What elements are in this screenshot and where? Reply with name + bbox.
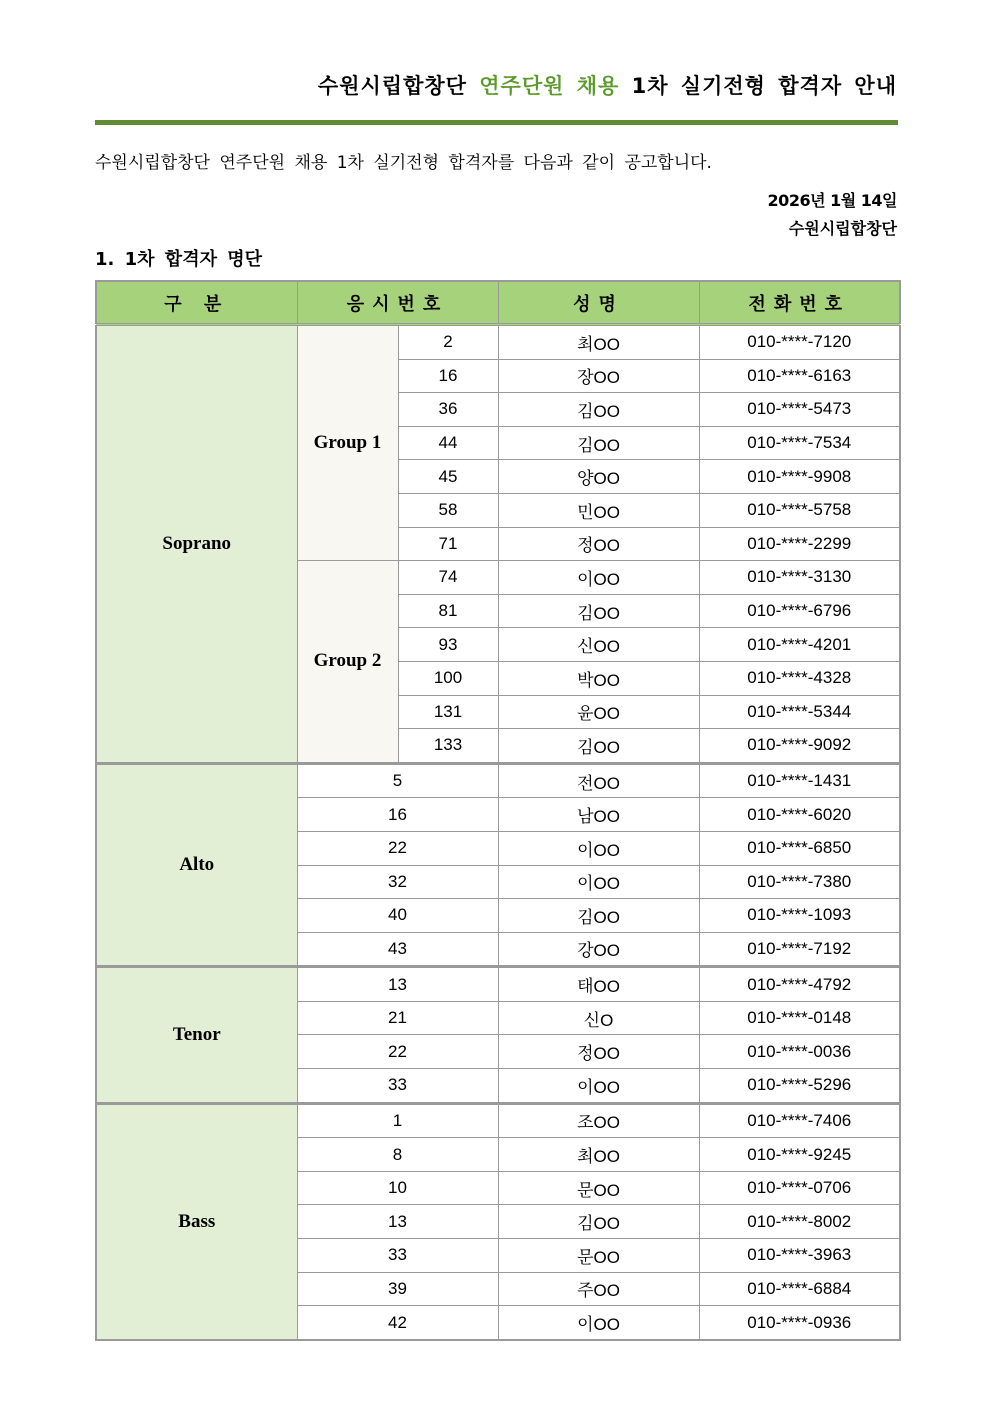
header-exam-number: 응시번호 xyxy=(297,281,498,325)
name-cell: 김OO xyxy=(498,393,699,427)
announcement-date: 2026년 1월 14일 xyxy=(767,191,897,210)
exam-number-cell: 58 xyxy=(398,493,498,527)
phone-cell: 010-****-9908 xyxy=(699,460,900,494)
exam-number-cell: 45 xyxy=(398,460,498,494)
part-bass: Bass xyxy=(96,1103,297,1340)
phone-cell: 010-****-5296 xyxy=(699,1069,900,1104)
phone-cell: 010-****-5758 xyxy=(699,493,900,527)
phone-cell: 010-****-1431 xyxy=(699,763,900,798)
name-cell: 이OO xyxy=(498,1306,699,1340)
phone-cell: 010-****-6796 xyxy=(699,594,900,628)
name-cell: 강OO xyxy=(498,932,699,967)
phone-cell: 010-****-0706 xyxy=(699,1171,900,1205)
phone-cell: 010-****-7192 xyxy=(699,932,900,967)
title-part2: 1차 실기전형 합격자 안내 xyxy=(631,74,897,98)
name-cell: 주OO xyxy=(498,1272,699,1306)
name-cell: 신O xyxy=(498,1001,699,1035)
exam-number-cell: 39 xyxy=(297,1272,498,1306)
title-part1: 수원시립합창단 xyxy=(317,74,467,98)
name-cell: 이OO xyxy=(498,865,699,899)
phone-cell: 010-****-2299 xyxy=(699,527,900,561)
name-cell: 정OO xyxy=(498,527,699,561)
table-row xyxy=(96,325,900,360)
exam-number-cell: 42 xyxy=(297,1306,498,1340)
part-tenor: Tenor xyxy=(96,967,297,1103)
name-cell: 이OO xyxy=(498,561,699,595)
exam-number-cell: 133 xyxy=(398,729,498,764)
name-cell: 이OO xyxy=(498,1069,699,1104)
name-cell: 김OO xyxy=(498,729,699,764)
exam-number-cell: 2 xyxy=(398,325,498,360)
name-cell: 최OO xyxy=(498,1138,699,1172)
exam-number-cell: 22 xyxy=(297,831,498,865)
group-label-2: Group 2 xyxy=(297,561,398,764)
exam-number-cell: 10 xyxy=(297,1171,498,1205)
exam-number-cell: 33 xyxy=(297,1069,498,1104)
name-cell: 윤OO xyxy=(498,695,699,729)
exam-number-cell: 74 xyxy=(398,561,498,595)
part-soprano: Soprano xyxy=(96,325,297,764)
phone-cell: 010-****-6884 xyxy=(699,1272,900,1306)
phone-cell: 010-****-7406 xyxy=(699,1103,900,1138)
name-cell: 신OO xyxy=(498,628,699,662)
section-heading: 1. 1차 합격자 명단 xyxy=(95,249,263,270)
name-cell: 김OO xyxy=(498,899,699,933)
exam-number-cell: 16 xyxy=(398,359,498,393)
table-row xyxy=(96,967,900,1002)
phone-cell: 010-****-3963 xyxy=(699,1239,900,1273)
roster-table xyxy=(95,280,901,1341)
exam-number-cell: 81 xyxy=(398,594,498,628)
phone-cell: 010-****-7380 xyxy=(699,865,900,899)
name-cell: 문OO xyxy=(498,1239,699,1273)
exam-number-cell: 8 xyxy=(297,1138,498,1172)
name-cell: 조OO xyxy=(498,1103,699,1138)
name-cell: 양OO xyxy=(498,460,699,494)
header-category: 구 분 xyxy=(96,281,297,325)
name-cell: 박OO xyxy=(498,661,699,695)
name-cell: 민OO xyxy=(498,493,699,527)
name-cell: 전OO xyxy=(498,763,699,798)
phone-cell: 010-****-6850 xyxy=(699,831,900,865)
phone-cell: 010-****-7534 xyxy=(699,426,900,460)
phone-cell: 010-****-4328 xyxy=(699,661,900,695)
document-title xyxy=(318,70,897,100)
phone-cell: 010-****-0148 xyxy=(699,1001,900,1035)
exam-number-cell: 13 xyxy=(297,1205,498,1239)
phone-cell: 010-****-4201 xyxy=(699,628,900,662)
phone-cell: 010-****-9092 xyxy=(699,729,900,764)
part-alto: Alto xyxy=(96,763,297,967)
exam-number-cell: 21 xyxy=(297,1001,498,1035)
exam-number-cell: 13 xyxy=(297,967,498,1002)
name-cell: 김OO xyxy=(498,426,699,460)
exam-number-cell: 131 xyxy=(398,695,498,729)
phone-cell: 010-****-6020 xyxy=(699,798,900,832)
phone-cell: 010-****-4792 xyxy=(699,967,900,1002)
header-name: 성명 xyxy=(498,281,699,325)
phone-cell: 010-****-6163 xyxy=(699,359,900,393)
exam-number-cell: 1 xyxy=(297,1103,498,1138)
exam-number-cell: 71 xyxy=(398,527,498,561)
exam-number-cell: 100 xyxy=(398,661,498,695)
phone-cell: 010-****-8002 xyxy=(699,1205,900,1239)
exam-number-cell: 22 xyxy=(297,1035,498,1069)
name-cell: 태OO xyxy=(498,967,699,1002)
name-cell: 정OO xyxy=(498,1035,699,1069)
name-cell: 김OO xyxy=(498,1205,699,1239)
exam-number-cell: 40 xyxy=(297,899,498,933)
name-cell: 문OO xyxy=(498,1171,699,1205)
title-highlight: 연주단원 채용 xyxy=(479,74,620,98)
header-phone: 전화번호 xyxy=(699,281,900,325)
phone-cell: 010-****-7120 xyxy=(699,325,900,360)
exam-number-cell: 16 xyxy=(297,798,498,832)
exam-number-cell: 5 xyxy=(297,763,498,798)
exam-number-cell: 43 xyxy=(297,932,498,967)
organization-name: 수원시립합창단 xyxy=(788,219,897,238)
exam-number-cell: 93 xyxy=(398,628,498,662)
name-cell: 이OO xyxy=(498,831,699,865)
exam-number-cell: 32 xyxy=(297,865,498,899)
phone-cell: 010-****-0036 xyxy=(699,1035,900,1069)
phone-cell: 010-****-9245 xyxy=(699,1138,900,1172)
name-cell: 장OO xyxy=(498,359,699,393)
intro-text: 수원시립합창단 연주단원 채용 1차 실기전형 합격자를 다음과 같이 공고합니다. xyxy=(95,153,712,173)
name-cell: 남OO xyxy=(498,798,699,832)
phone-cell: 010-****-3130 xyxy=(699,561,900,595)
group-label-1: Group 1 xyxy=(297,325,398,561)
phone-cell: 010-****-1093 xyxy=(699,899,900,933)
name-cell: 김OO xyxy=(498,594,699,628)
phone-cell: 010-****-5473 xyxy=(699,393,900,427)
phone-cell: 010-****-0936 xyxy=(699,1306,900,1340)
phone-cell: 010-****-5344 xyxy=(699,695,900,729)
table-row xyxy=(96,1103,900,1138)
exam-number-cell: 44 xyxy=(398,426,498,460)
table-row xyxy=(96,763,900,798)
table-header-row xyxy=(96,281,900,325)
exam-number-cell: 36 xyxy=(398,393,498,427)
title-divider xyxy=(95,120,898,125)
name-cell: 최OO xyxy=(498,325,699,360)
exam-number-cell: 33 xyxy=(297,1239,498,1273)
